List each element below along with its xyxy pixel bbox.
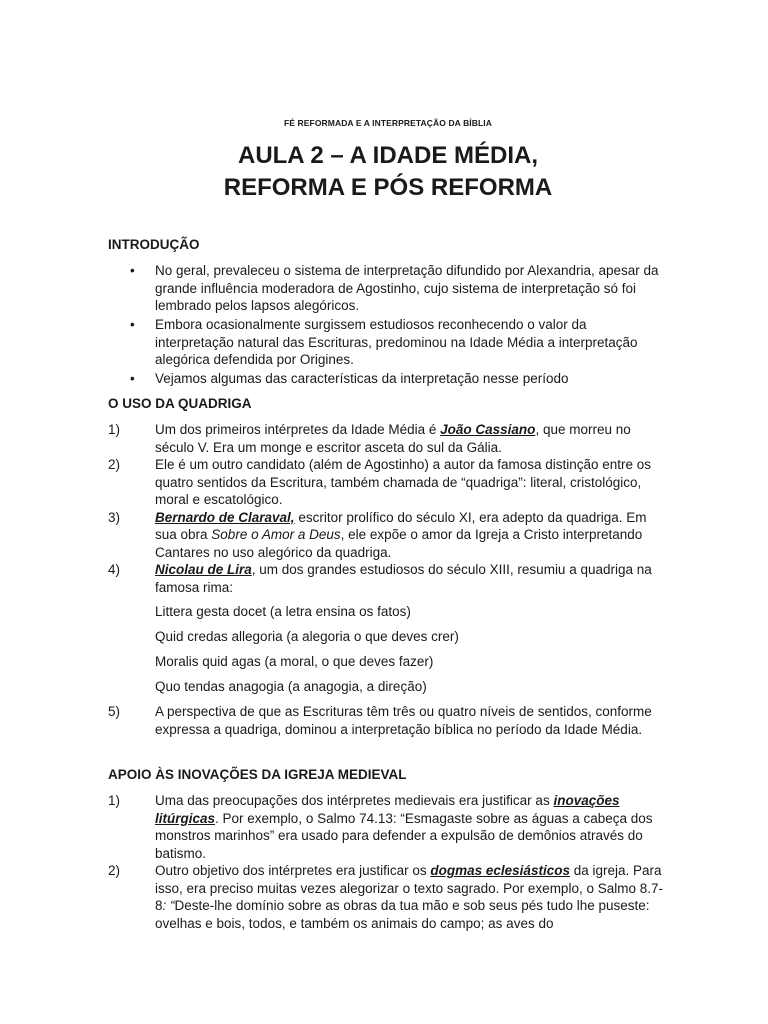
list-number: 1) (108, 793, 121, 808)
section-heading-quadriga: O USO DA QUADRIGA (108, 396, 252, 411)
list-item (108, 316, 668, 369)
list-item-text: da igreja. Para isso, era preciso muitas vezes alegorizar o texto sagrado. Por exemplo, o Salmo 8.7-8 (155, 863, 663, 913)
list-item (108, 370, 668, 388)
section-quadriga (108, 395, 668, 738)
list-item (108, 561, 668, 596)
document-kicker: FÉ REFORMADA E A INTERPRETAÇÃO DA BÍBLIA (284, 118, 492, 128)
list-item-text: escritor prolífico do século XI, era adepto da quadriga. Em sua obra (155, 509, 647, 542)
list-item-text: Vejamos algumas das características da interpretação nesse período (155, 371, 569, 386)
list-item (108, 509, 668, 562)
list-item-text: , que morreu no século V. Era um monge e escritor asceta do sul da Gália. (155, 422, 631, 455)
section-introducao (108, 236, 668, 389)
list-number: 4) (108, 562, 121, 577)
page-title (108, 140, 668, 204)
verse-line: Quid credas allegoria (a alegoria o que deves crer) (155, 629, 459, 644)
verse-line: Moralis quid agas (a moral, o que deves fazer) (155, 654, 434, 669)
apoio-numbered-list (108, 792, 668, 932)
list-item-text: Um dos primeiros intérpretes da Idade Média é (155, 422, 441, 437)
list-item-text: No geral, prevaleceu o sistema de interpretação difundido por Alexandria, apesar da grande influência moderadora de Agostinho, cujo sistema de interpretação só foi lembrado pelos lapsos alegóricos. (155, 263, 659, 313)
list-item-text: Outro objetivo dos intérpretes era justificar os (155, 863, 431, 878)
emphasized-name: Nicolau de Lira (155, 562, 252, 577)
emphasized-term: inovações litúrgicas (155, 793, 620, 826)
list-number: 2) (108, 457, 121, 472)
bullet-icon: • (130, 371, 135, 386)
list-item (108, 792, 668, 862)
title-line-1: AULA 2 – A IDADE MÉDIA, (237, 142, 539, 169)
list-number: 5) (108, 704, 121, 719)
list-item-text: Deste-lhe domínio sobre as obras da tua mão e sob seus pés tudo lhe puseste: ovelhas e bois, todos, e também os animais do campo; as aves do (155, 898, 650, 931)
emphasized-term: dogmas eclesiásticos (430, 863, 570, 878)
list-item-text: Ele é um outro candidato (além de Agostinho) a autor da famosa distinção entre os quatro sentidos da Escritura, também chamada de “quadriga”: literal, cristológico, moral e escatológico. (155, 457, 652, 507)
section-heading-introducao: INTRODUÇÃO (108, 237, 200, 252)
list-item (108, 262, 668, 315)
list-item-text: Uma das preocupações dos intérpretes medievais era justificar as (155, 793, 554, 808)
verse-line: Quo tendas anagogia (a anagogia, a direção) (155, 679, 427, 694)
list-item-text: . Por exemplo, o Salmo 74.13: “Esmagaste sobre as águas a cabeça dos monstros marinhos” era usado para defender a expulsão de demônios através do batismo. (155, 810, 653, 861)
quadriga-numbered-list-cont (108, 703, 668, 738)
bullet-icon: • (130, 317, 135, 332)
italic-quote-mark: : “ (162, 898, 175, 913)
section-heading-apoio: APOIO ÀS INOVAÇÕES DA IGREJA MEDIEVAL (108, 767, 407, 782)
title-line-2: REFORMA E PÓS REFORMA (223, 174, 553, 201)
list-item-text: , um dos grandes estudiosos do século XIII, resumiu a quadriga na famosa rima: (155, 562, 652, 595)
intro-bullet-list (108, 262, 668, 388)
emphasized-name: João Cassiano (440, 422, 536, 437)
bullet-icon: • (130, 263, 135, 278)
italic-title: Sobre o Amor a Deus (211, 527, 341, 542)
list-item-text: Embora ocasionalmente surgissem estudiosos reconhecendo o valor da interpretação natural das Escrituras, predominou na Idade Média a interpretação alegórica defendida por Origines. (155, 317, 638, 367)
section-apoio (108, 766, 668, 932)
list-item-text: A perspectiva de que as Escrituras têm três ou quatro níveis de sentidos, conforme expressa a quadriga, dominou a interpretação bíblica no período da Idade Média. (155, 704, 652, 737)
list-item (108, 421, 668, 456)
list-item-text: , ele expõe o amor da Igreja a Cristo interpretando Cantares no uso alegórico da quadriga. (155, 527, 643, 560)
list-number: 1) (108, 422, 121, 437)
verse-line: Littera gesta docet (a letra ensina os fatos) (155, 604, 411, 619)
emphasized-name: Bernardo de Claraval, (155, 509, 295, 525)
list-number: 2) (108, 863, 121, 878)
list-number: 3) (108, 509, 121, 525)
list-item (108, 862, 668, 932)
list-item (108, 456, 668, 509)
quadriga-numbered-list (108, 421, 668, 596)
list-item (108, 703, 668, 738)
